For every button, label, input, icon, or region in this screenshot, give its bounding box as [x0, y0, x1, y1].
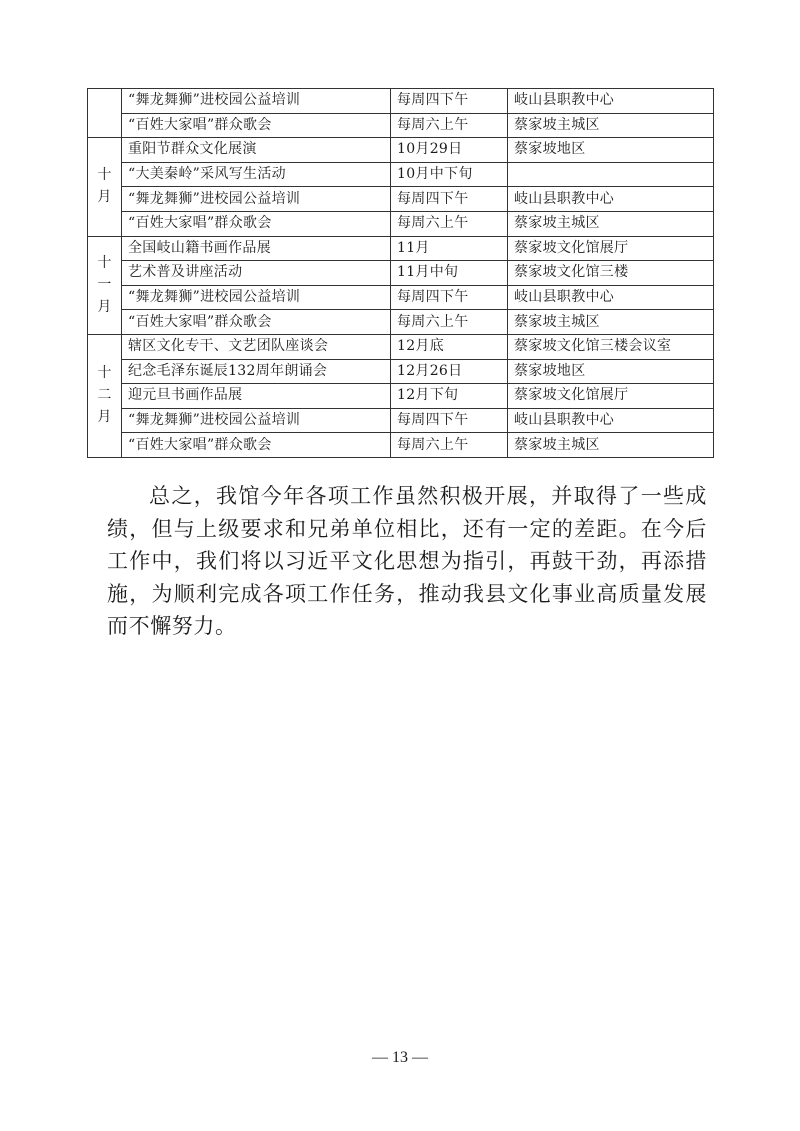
table-row — [88, 138, 714, 163]
location-cell: 岐山县职教中心 — [508, 408, 714, 433]
time-cell: 每周四下午 — [391, 89, 508, 114]
location-cell: 蔡家坡文化馆展厅 — [508, 236, 714, 261]
activity-cell: “百姓大家唱”群众歌会 — [122, 211, 391, 236]
activity-cell: “舞龙舞狮”进校园公益培训 — [122, 285, 391, 310]
time-cell: 每周六上午 — [391, 211, 508, 236]
location-cell: 岐山县职教中心 — [508, 285, 714, 310]
location-cell: 蔡家坡主城区 — [508, 310, 714, 335]
activity-cell: “百姓大家唱”群众歌会 — [122, 433, 391, 458]
time-cell: 12月26日 — [391, 359, 508, 384]
time-cell: 每周六上午 — [391, 113, 508, 138]
activity-cell: “百姓大家唱”群众歌会 — [122, 310, 391, 335]
table-row — [88, 236, 714, 261]
location-cell: 蔡家坡主城区 — [508, 113, 714, 138]
month-cell — [88, 334, 122, 457]
location-cell: 蔡家坡文化馆展厅 — [508, 384, 714, 409]
time-cell: 12月下旬 — [391, 384, 508, 409]
table-row — [88, 162, 714, 187]
time-cell: 每周四下午 — [391, 187, 508, 212]
location-cell: 蔡家坡主城区 — [508, 433, 714, 458]
table-row — [88, 187, 714, 212]
table-row — [88, 384, 714, 409]
time-cell: 12月底 — [391, 334, 508, 359]
location-cell: 蔡家坡地区 — [508, 359, 714, 384]
schedule-table-body — [88, 89, 714, 458]
activity-cell: 全国岐山籍书画作品展 — [122, 236, 391, 261]
month-cell — [88, 236, 122, 334]
time-cell: 每周六上午 — [391, 433, 508, 458]
table-row — [88, 433, 714, 458]
activity-cell: 艺术普及讲座活动 — [122, 261, 391, 286]
activity-schedule-table — [87, 88, 714, 458]
table-row — [88, 113, 714, 138]
activity-cell: 纪念毛泽东诞辰132周年朗诵会 — [122, 359, 391, 384]
month-label: 十一月 — [97, 254, 112, 315]
activity-cell: “舞龙舞狮”进校园公益培训 — [122, 89, 391, 114]
table-row — [88, 359, 714, 384]
page-number: — 13 — — [372, 1049, 428, 1066]
table-row — [88, 89, 714, 114]
time-cell: 11月中旬 — [391, 261, 508, 286]
location-cell — [508, 162, 714, 187]
location-cell: 蔡家坡地区 — [508, 138, 714, 163]
time-cell: 每周六上午 — [391, 310, 508, 335]
activity-cell: 辖区文化专干、文艺团队座谈会 — [122, 334, 391, 359]
activity-cell: “舞龙舞狮”进校园公益培训 — [122, 408, 391, 433]
month-cell — [88, 89, 122, 138]
activity-cell: “百姓大家唱”群众歌会 — [122, 113, 391, 138]
month-label: 十二月 — [97, 365, 112, 426]
table-row — [88, 211, 714, 236]
time-cell: 10月中下旬 — [391, 162, 508, 187]
location-cell: 蔡家坡主城区 — [508, 211, 714, 236]
table-row — [88, 285, 714, 310]
table-row — [88, 310, 714, 335]
activity-cell: 重阳节群众文化展演 — [122, 138, 391, 163]
activity-cell: “舞龙舞狮”进校园公益培训 — [122, 187, 391, 212]
month-cell — [88, 138, 122, 236]
location-cell: 岐山县职教中心 — [508, 89, 714, 114]
table-row — [88, 408, 714, 433]
table-row — [88, 334, 714, 359]
location-cell: 岐山县职教中心 — [508, 187, 714, 212]
summary-paragraph: 总之，我馆今年各项工作虽然积极开展，并取得了一些成绩，但与上级要求和兄弟单位相比，还有一定的差距。在今后工作中，我们将以习近平文化思想为指引，再鼓干劲，再添措施，为顺利完成各项工作任务，推动我县文化事业高质量发展而不懈努力。 — [107, 484, 707, 638]
activity-cell: 迎元旦书画作品展 — [122, 384, 391, 409]
time-cell: 10月29日 — [391, 138, 508, 163]
location-cell: 蔡家坡文化馆三楼 — [508, 261, 714, 286]
time-cell: 11月 — [391, 236, 508, 261]
time-cell: 每周四下午 — [391, 408, 508, 433]
time-cell: 每周四下午 — [391, 285, 508, 310]
table-row — [88, 261, 714, 286]
location-cell: 蔡家坡文化馆三楼会议室 — [508, 334, 714, 359]
activity-cell: “大美秦岭”采风写生活动 — [122, 162, 391, 187]
month-label: 十月 — [97, 167, 112, 206]
